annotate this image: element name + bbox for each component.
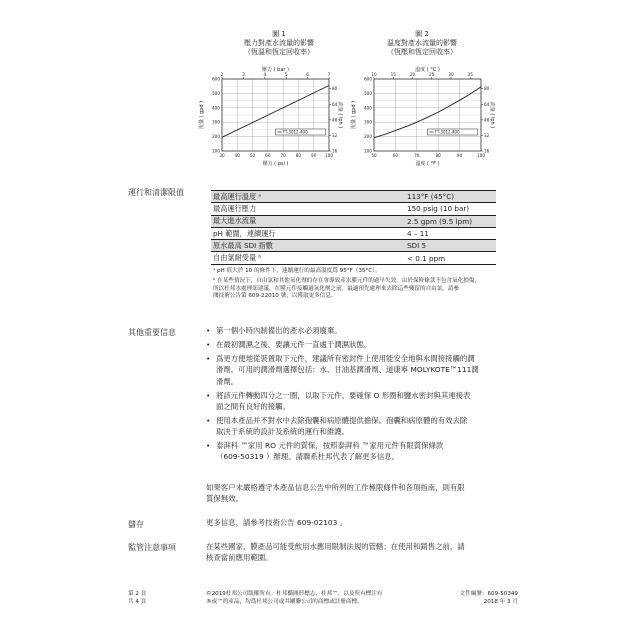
y-tick-label: 200: [364, 134, 372, 140]
y2-axis-label: 流量 ( lph ): [337, 101, 343, 129]
x-tick-label: 30: [219, 153, 225, 158]
document-date: 2018 年 3 月: [483, 599, 518, 605]
footnote-b-line: ᵇ 在某些情況下，自由氯和其他氧化劑的存在會導致產水膜元件的過早失效。由於保修條款不包含氧化損傷，: [213, 278, 481, 284]
other-info-list: [206, 325, 511, 465]
spec-key: 原水最高 SDI 指數: [211, 240, 405, 252]
other-info-label: 其他重要信息: [128, 328, 176, 337]
y-tick-label: 200: [212, 134, 220, 140]
bullet-dot-icon: •: [206, 390, 211, 400]
x2-tick-label: 10: [371, 72, 377, 77]
y-tick-label: 600: [212, 76, 220, 82]
x-axis-label: 壓力 ( psi ): [262, 161, 289, 167]
y2-tick-label: 64: [484, 101, 490, 107]
x-tick-label: 70: [280, 153, 286, 158]
spec-key: 自由氯耐受量 ᵇ: [211, 252, 405, 264]
y-tick-label: 300: [364, 119, 372, 125]
regulatory-text: [206, 541, 516, 564]
legend-label: TT-3012-400: [282, 129, 308, 135]
bullet-dot-icon: •: [206, 326, 211, 335]
spec-row: [211, 215, 496, 227]
spec-row: [211, 227, 496, 239]
document-number: 文件編號：609-50349: [459, 591, 518, 597]
y2-tick-label: 16: [484, 148, 490, 154]
page-number: [128, 590, 146, 606]
y-tick-label: 100: [364, 148, 372, 154]
footnote-b-line: 閱技術公告第 609-22010 號，以獲取更多信息。: [213, 293, 337, 300]
bullet-line: 在最初潤濕之後，要讓元件一直處于潤濕狀態。: [216, 339, 372, 349]
y-tick-label: 100: [212, 148, 220, 154]
footnote-b: [213, 278, 518, 301]
temperature-flow-chart: [350, 64, 495, 169]
bullet-dot-icon: •: [206, 353, 211, 363]
spec-value: 150 psig (10 bar): [405, 203, 496, 215]
bullet-line: 將該元件轉動四分之一圈，以取下元件。要確保 O 形圈和鹽水密封與其連接表: [216, 390, 471, 400]
x-tick-label: 100: [477, 153, 485, 158]
x2-tick-label: 4: [263, 72, 267, 77]
operating-limits-table: [211, 190, 496, 265]
x2-tick-label: 25: [429, 72, 435, 77]
regulatory-label: 監管注意事項: [128, 543, 176, 552]
figure-1-title: [220, 30, 338, 57]
y2-tick-label: 32: [332, 132, 338, 138]
spec-key: 最高運行溫度 ᵃ: [211, 191, 405, 203]
bullet-line: 第一個小時內制備出的產水必須廢棄。: [216, 326, 342, 335]
bullet-line: 面之間有良好的接觸。: [216, 401, 290, 411]
figure-1-heading: 壓力對產水流量的影響: [244, 39, 314, 47]
legend-label: TT-3012-400: [434, 129, 460, 135]
y2-axis-label: 流量 ( lph ): [489, 101, 495, 129]
page-current: 第 2 頁: [128, 591, 147, 597]
bullet-line: 取決于系統的設計及系統的運行和維護。: [216, 427, 350, 437]
x-tick-label: 60: [265, 153, 271, 158]
y-tick-label: 400: [212, 105, 220, 111]
bullet-dot-icon: •: [206, 441, 211, 451]
bullet-item: [206, 339, 511, 350]
figure-2-number: 圖 2: [415, 30, 429, 38]
x-tick-label: 100: [325, 153, 333, 158]
x2-tick-label: 3: [242, 72, 245, 77]
spec-value: 113°F (45°C): [405, 191, 496, 203]
x2-tick-label: 35: [467, 72, 473, 77]
x2-tick-label: 5: [284, 72, 288, 77]
y-axis-label: 流量 ( gpd ): [199, 100, 205, 130]
x2-axis-label: 溫度 ( °C ): [415, 67, 440, 73]
warranty-line: 如果客户未嚴格遵守本產品信息公告中所列的工作極限條件和各項指南，則有限: [206, 483, 465, 492]
regulatory-line: 在某些國家，膜產品可能受飲用水應用限制法規的管轄；在使用和銷售之前，請: [206, 542, 465, 551]
y-axis-label: 流量 ( gpd ): [351, 100, 357, 130]
bullet-line: 泰湃科 ™家用 RO 元件的質保，按照泰湃科 ™家用元件有限質保條款: [216, 441, 444, 451]
pressure-flow-chart: [198, 64, 343, 169]
x2-tick-label: 7: [327, 72, 331, 77]
spec-key: pH 範圍，連續運行: [211, 227, 405, 239]
x-tick-label: 50: [249, 153, 256, 158]
copyright: [206, 590, 382, 606]
y2-tick-label: 16: [332, 148, 338, 154]
x2-axis-label: 壓力 ( bar ): [262, 67, 289, 73]
footnote-a: ᵃ pH 值大於 10 的條件下，連續運行的最高溫度爲 95°F（35°C）。: [213, 268, 381, 274]
storage-label: 儲存: [128, 520, 144, 529]
x-tick-label: 40: [234, 153, 240, 158]
x-tick-label: 90: [311, 153, 317, 158]
bullet-line: （609-50319 ）辦理。請聯系杜邦代表了解更多信息。: [216, 452, 400, 462]
spec-value: 4 – 11: [405, 227, 496, 239]
bullet-line: 爲更方便地從裝置取下元件，建議所有密封件上使用能安全地與水間接接觸的潤: [216, 353, 475, 363]
x2-tick-label: 2: [220, 72, 224, 77]
figure-1-number: 圖 1: [272, 30, 286, 38]
bullet-line: 滑劑。可用的潤滑劑選擇包括：水、甘油基潤滑劑、道康寧 MOLYKOTE™111潤: [216, 365, 479, 375]
figure-2-heading: 溫度對產水流量的影響: [387, 39, 457, 47]
x-tick-label: 70: [414, 153, 420, 158]
y2-tick-label: 48: [484, 117, 490, 123]
bullet-item: [206, 390, 511, 413]
y-tick-label: 400: [364, 105, 372, 111]
x2-tick-label: 30: [448, 72, 454, 77]
bullet-line: 使用本產品并不對水中去除孢囊和病原體提供擔保。孢囊和病原體的有效去除: [216, 415, 468, 425]
spec-key: 最高運行壓力: [211, 203, 405, 215]
spec-row: [211, 191, 496, 203]
figure-1-subheading: （恆溫和恆定回收率）: [244, 48, 314, 56]
x-tick-label: 80: [435, 153, 441, 158]
spec-key: 最大進水流量: [211, 215, 405, 227]
figure-2-subheading: （恆壓和恆定回收率）: [387, 48, 457, 56]
bullet-line: 滑劑。: [216, 376, 239, 386]
bullet-item: [206, 353, 511, 387]
warranty-line: 質保無效。: [206, 494, 243, 504]
x-axis-label: 溫度 ( °F ): [415, 161, 440, 167]
spec-value: < 0.1 ppm: [405, 252, 496, 264]
y2-tick-label: 64: [332, 101, 338, 107]
copyright-line: ©2019杜邦公司版權所有。杜邦橢圓形標志、杜邦™、以及所有標注有: [206, 591, 383, 597]
regulatory-line: 核查當前應用範圍。: [206, 553, 273, 563]
x-tick-label: 90: [456, 153, 463, 158]
bullet-item: [206, 440, 511, 463]
spec-value: SDI 5: [405, 240, 496, 252]
bullet-dot-icon: •: [206, 415, 211, 425]
x-tick-label: 60: [392, 153, 399, 158]
figure-2-title: [363, 30, 481, 57]
spec-row: [211, 240, 496, 252]
operating-limits-label: 運行和清潔限值: [128, 188, 184, 197]
footnote-b-line: 所以杜邦水處理部建議，在膜元件接觸過氧化劑之前，最適預先處理來去除這些殘留的自由氯。請參: [213, 285, 460, 292]
spec-row: [211, 203, 496, 215]
x-tick-label: 80: [295, 153, 302, 158]
x2-tick-label: 15: [390, 72, 396, 77]
y2-tick-label: 80: [484, 86, 490, 92]
storage-text: 更多信息，請參考技術公告 609-02103 。: [206, 518, 348, 527]
x-tick-label: 50: [371, 153, 377, 158]
y2-tick-label: 32: [484, 132, 490, 138]
warranty-paragraph: [206, 482, 516, 505]
spec-value: 2.5 gpm (9.5 lpm): [405, 215, 496, 227]
bullet-item: [206, 325, 511, 336]
y-tick-label: 300: [212, 119, 220, 125]
bullet-dot-icon: •: [206, 339, 211, 349]
x2-tick-label: 6: [306, 72, 309, 77]
copyright-line: ®或™的產品，均爲杜邦公司或其關聯公司的商標或註冊商標。: [206, 599, 363, 605]
page-total: 共 4 頁: [128, 599, 147, 605]
y-tick-label: 600: [364, 76, 372, 82]
y-tick-label: 500: [364, 90, 372, 96]
y-tick-label: 500: [212, 90, 220, 96]
spec-row: [211, 252, 496, 264]
bullet-item: [206, 415, 511, 438]
y2-tick-label: 48: [332, 117, 338, 123]
document-info: [445, 590, 518, 606]
y2-tick-label: 80: [332, 86, 338, 92]
x2-tick-label: 20: [409, 72, 416, 77]
